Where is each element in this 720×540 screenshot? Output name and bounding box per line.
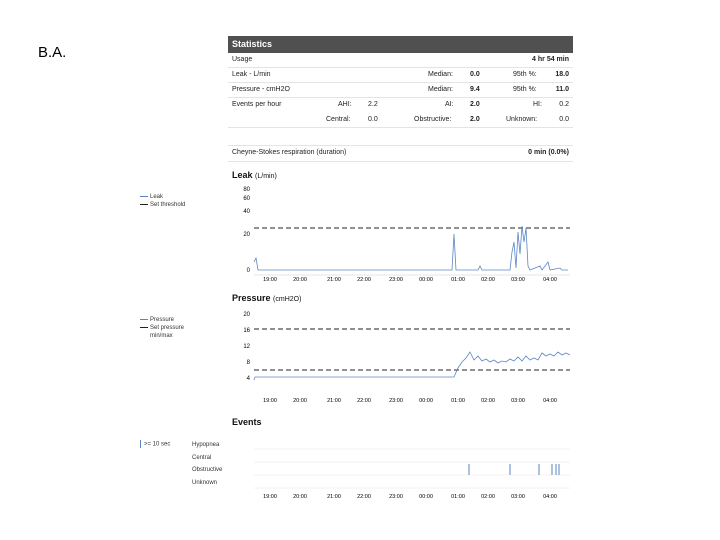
pressure-median-label: Median: [428, 86, 453, 93]
pressure-series [254, 352, 570, 380]
csr-value: 0 min (0.0%) [528, 149, 569, 156]
pressure-ytick-20: 20 [243, 312, 250, 318]
usage-row [228, 53, 573, 68]
events-label: Events per hour [232, 101, 282, 108]
pressure-p95-label: 95th %: [513, 86, 537, 93]
leak-median: 0.0 [470, 71, 480, 78]
leak-chart [230, 182, 575, 282]
ahi-value: 2.2 [368, 101, 378, 108]
ai-value: 2.0 [470, 101, 480, 108]
pressure-xtick-2200: 22:00 [357, 398, 371, 404]
pressure-chart [230, 306, 575, 410]
pressure-ytick-16: 16 [243, 328, 250, 334]
row-label-unknown: Unknown [192, 479, 218, 486]
leak-xtick-2200: 22:00 [357, 277, 371, 282]
pressure-unit: (cmH2O) [273, 296, 302, 303]
pressure-xtick-2100: 21:00 [327, 398, 341, 404]
leak-xtick-0100: 01:00 [451, 277, 465, 282]
set-pressure-swatch [140, 327, 148, 328]
events-row [228, 98, 573, 113]
events-title-text: Events [232, 417, 262, 427]
events-chart [230, 436, 575, 502]
pressure-chart-title [232, 293, 301, 303]
pressure-ytick-8: 8 [246, 360, 250, 366]
legend-minmax [140, 332, 184, 340]
events-xtick-0300: 03:00 [511, 494, 525, 500]
events-xtick-1900: 19:00 [263, 494, 277, 500]
pressure-xtick-0200: 02:00 [481, 398, 495, 404]
pressure-ytick-4: 4 [246, 376, 250, 382]
pressure-xtick-2000: 20:00 [293, 398, 307, 404]
pressure-label: Pressure - cmH2O [232, 86, 290, 93]
pressure-xtick-0100: 01:00 [451, 398, 465, 404]
leak-series [254, 226, 568, 270]
usage-label: Usage [232, 56, 253, 63]
leak-swatch [140, 196, 148, 197]
leak-xtick-2300: 23:00 [389, 277, 403, 282]
obstructive-event-marks [469, 464, 559, 475]
csr-label: Cheyne-Stokes respiration (duration) [232, 149, 347, 156]
legend-pressure-label: Pressure [150, 317, 175, 323]
legend-leak-label: Leak [150, 194, 164, 200]
slide-label: B.A. [38, 44, 67, 61]
leak-ytick-60: 60 [243, 196, 250, 202]
legend-pressure [140, 316, 184, 324]
statistics-header: Statistics [228, 36, 573, 53]
events-xtick-2200: 22:00 [357, 494, 371, 500]
p95-label: 95th %: [513, 71, 537, 78]
obstructive-label: Obstructive: [414, 116, 452, 123]
leak-xtick-0300: 03:00 [511, 277, 525, 282]
legend-leak [140, 193, 185, 201]
events-xtick-0100: 01:00 [451, 494, 465, 500]
pressure-xtick-0000: 00:00 [419, 398, 433, 404]
leak-unit: (L/min) [255, 173, 277, 180]
events-x-ticks [263, 494, 557, 500]
leak-x-ticks [263, 277, 557, 282]
legend-duration-label: >= 10 sec [144, 441, 171, 448]
central-label: Central: [326, 116, 351, 123]
duration-swatch [140, 440, 141, 448]
hi-value: 0.2 [559, 101, 569, 108]
leak-chart-title [232, 170, 277, 180]
median-label: Median: [428, 71, 453, 78]
events-xtick-2000: 20:00 [293, 494, 307, 500]
leak-xtick-2000: 20:00 [293, 277, 307, 282]
obstructive-value: 2.0 [470, 116, 480, 123]
csr-row [228, 145, 573, 162]
leak-legend [140, 193, 185, 209]
legend-minmax-label: min/max [150, 333, 173, 339]
leak-xtick-2100: 21:00 [327, 277, 341, 282]
leak-p95: 18.0 [555, 71, 569, 78]
pressure-title-text: Pressure [232, 293, 271, 303]
pressure-xtick-2300: 23:00 [389, 398, 403, 404]
row-label-obstructive: Obstructive [192, 467, 223, 473]
leak-ytick-40: 40 [243, 209, 250, 215]
leak-label: Leak - L/min [232, 71, 271, 78]
threshold-swatch [140, 204, 148, 205]
row-label-hypopnea: Hypopnea [192, 442, 220, 448]
pressure-xtick-0400: 04:00 [543, 398, 557, 404]
pressure-xtick-1900: 19:00 [263, 398, 277, 404]
ahi-label: AHI: [338, 101, 352, 108]
leak-xtick-0000: 00:00 [419, 277, 433, 282]
events-xtick-0200: 02:00 [481, 494, 495, 500]
unknown-value: 0.0 [559, 116, 569, 123]
unknown-label: Unknown: [506, 116, 538, 123]
events-xtick-0000: 00:00 [419, 494, 433, 500]
pressure-xtick-0300: 03:00 [511, 398, 525, 404]
events-xtick-2300: 23:00 [389, 494, 403, 500]
pressure-legend [140, 316, 184, 340]
legend-set-pressure [140, 324, 184, 332]
leak-xtick-0400: 04:00 [543, 277, 557, 282]
leak-xtick-1900: 19:00 [263, 277, 277, 282]
usage-value: 4 hr 54 min [532, 56, 569, 63]
legend-threshold-label: Set threshold [150, 202, 186, 208]
events-xtick-0400: 04:00 [543, 494, 557, 500]
leak-ytick-0: 0 [246, 268, 250, 274]
pressure-swatch [140, 319, 148, 320]
ai-label: AI: [445, 101, 454, 108]
leak-title-text: Leak [232, 170, 253, 180]
pressure-median: 9.4 [470, 86, 480, 93]
leak-ytick-80: 80 [243, 187, 250, 193]
pressure-ytick-12: 12 [243, 344, 250, 350]
legend-set-pressure-label: Set pressure [150, 325, 185, 331]
pressure-p95: 11.0 [555, 86, 569, 93]
row-label-central: Central [192, 454, 212, 461]
leak-ytick-20: 20 [243, 232, 250, 238]
events-row-labels [192, 441, 222, 491]
central-value: 0.0 [368, 116, 378, 123]
pressure-x-ticks [263, 398, 557, 404]
events-xtick-2100: 21:00 [327, 494, 341, 500]
events-chart-title [232, 417, 262, 427]
pressure-row [228, 83, 573, 98]
event-types-row [228, 113, 573, 128]
leak-xtick-0200: 02:00 [481, 277, 495, 282]
hi-label: HI: [533, 101, 542, 108]
legend-duration [140, 440, 170, 448]
events-legend [140, 440, 170, 448]
legend-threshold [140, 201, 185, 209]
leak-row [228, 68, 573, 83]
